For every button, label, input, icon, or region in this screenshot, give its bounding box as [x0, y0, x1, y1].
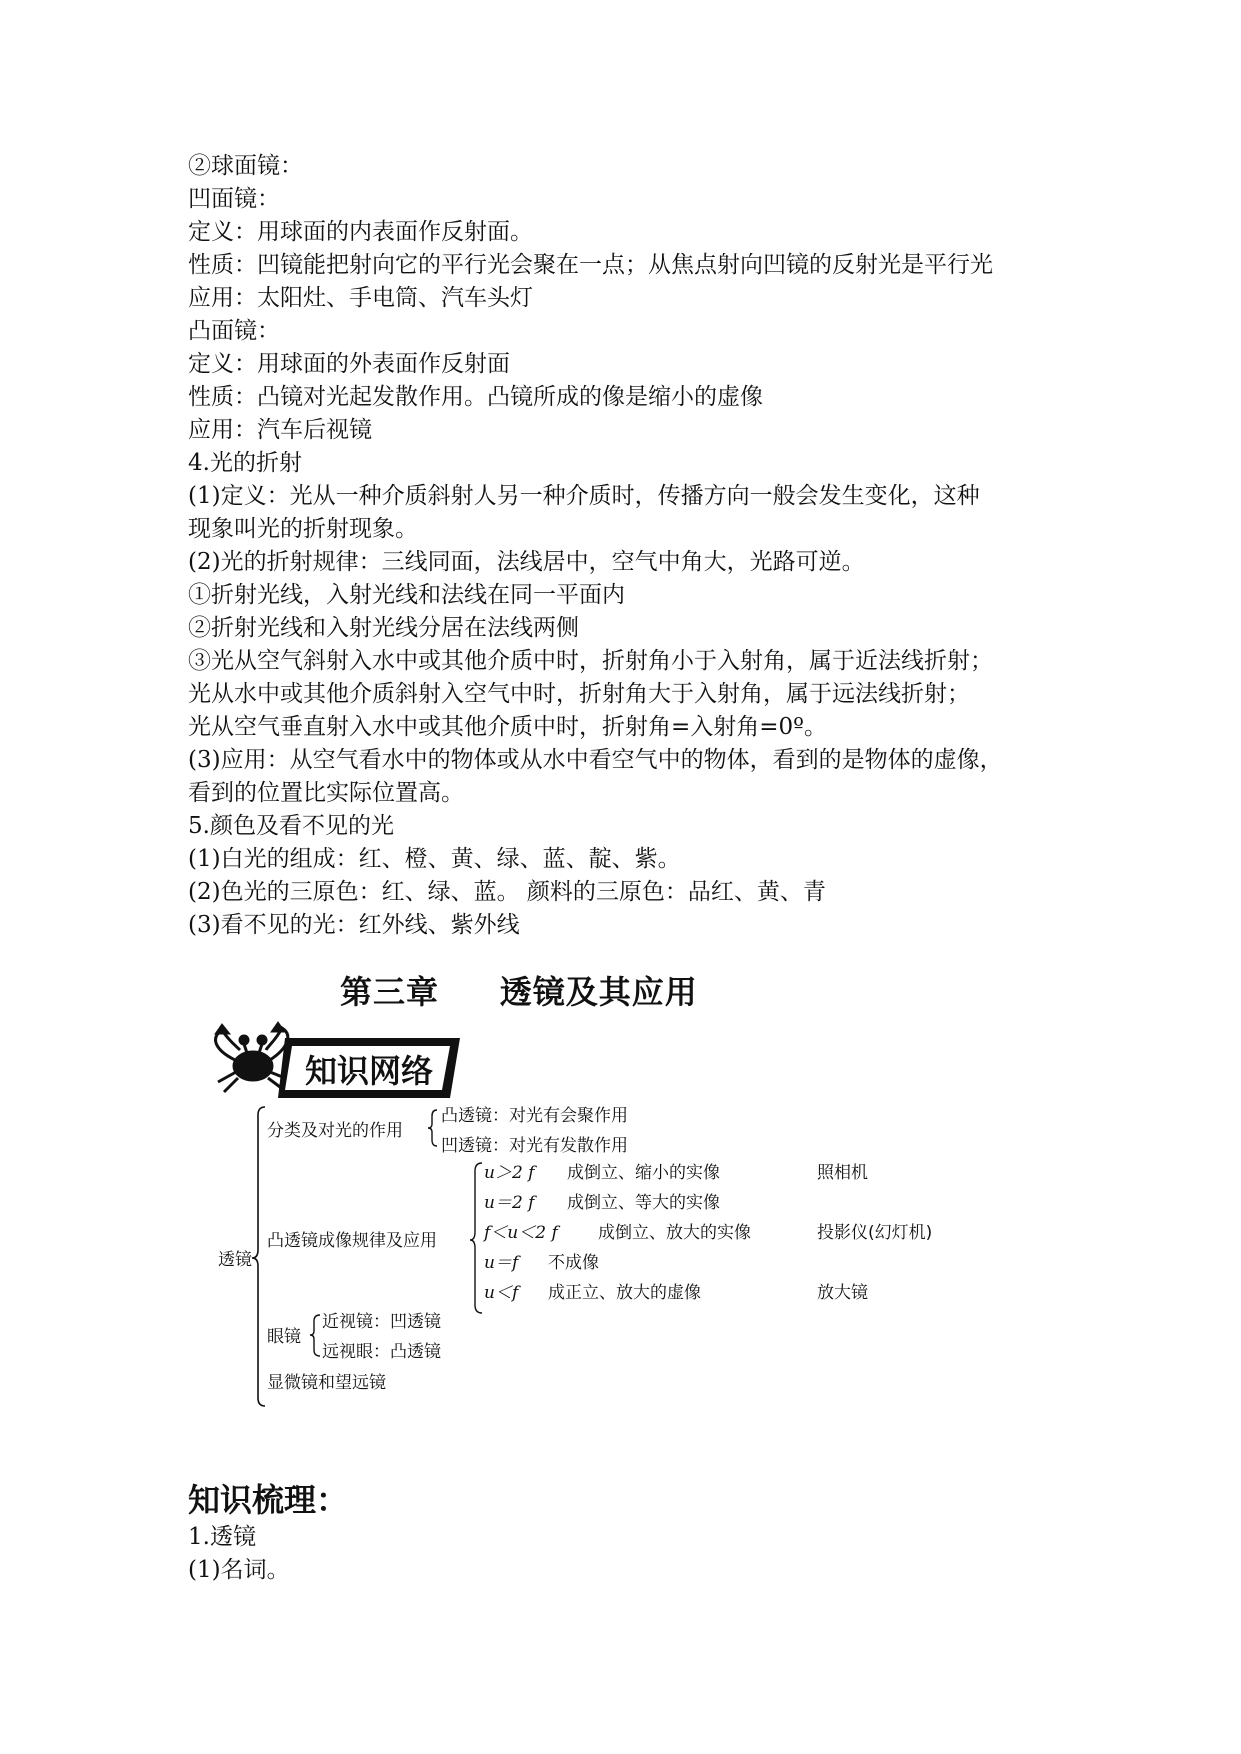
- condition-text: u＝f: [484, 1253, 519, 1273]
- branch-label: 显微镜和望远镜: [267, 1373, 386, 1393]
- branch-label: 分类及对光的作用: [267, 1121, 403, 1141]
- text-line: (1)白光的组成：红、橙、黄、绿、蓝、靛、紫。: [188, 846, 681, 872]
- section-heading: 知识梳理：: [188, 1481, 349, 1519]
- condition-text: u＜f: [484, 1283, 519, 1303]
- text-line: (1)定义：光从一种介质斜射人另一种介质时，传播方向一般会发生变化，这种: [188, 483, 980, 509]
- branch-item: 凸透镜：对光有会聚作用: [441, 1106, 628, 1126]
- condition-text: f＜u＜2 f: [484, 1223, 558, 1243]
- text-line: 光从空气垂直射入水中或其他介质中时，折射角=入射角=0º。: [188, 714, 827, 740]
- text-line: (2)色光的三原色：红、绿、蓝。 颜料的三原色：品红、黄、青: [188, 879, 826, 905]
- text-line: ③光从空气斜射入水中或其他介质中时，折射角小于入射角，属于近法线折射；: [188, 648, 993, 674]
- branch-item: 近视镜：凹透镜: [322, 1312, 441, 1332]
- text-line: (3)看不见的光：红外线、紫外线: [188, 912, 520, 938]
- badge-label: 知识网络: [305, 1052, 434, 1090]
- text-line: 1.透镜: [188, 1524, 256, 1550]
- brace: [310, 1315, 320, 1356]
- application-text: 照相机: [817, 1163, 868, 1183]
- brace: [428, 1110, 437, 1146]
- application-text: 放大镜: [817, 1283, 868, 1303]
- root-label: 透镜: [218, 1250, 252, 1270]
- text-line: 定义：用球面的外表面作反射面: [188, 351, 510, 377]
- text-line: 定义：用球面的内表面作反射面。: [188, 219, 533, 245]
- image-text: 成倒立、等大的实像: [567, 1193, 720, 1213]
- text-line: 5.颜色及看不见的光: [188, 813, 394, 839]
- text-line: (2)光的折射规律：三线同面，法线居中，空气中角大，光路可逆。: [188, 549, 865, 575]
- branch-label: 凸透镜成像规律及应用: [267, 1231, 437, 1251]
- chapter-title: 第三章 透镜及其应用: [340, 973, 698, 1011]
- text-line: 凹面镜：: [188, 186, 280, 212]
- application-text: 投影仪(幻灯机): [817, 1223, 933, 1243]
- knowledge-network-badge: [278, 1038, 460, 1098]
- text-line: ①折射光线，入射光线和法线在同一平面内: [188, 582, 625, 608]
- image-text: 成倒立、放大的实像: [598, 1223, 751, 1243]
- text-line: 光从水中或其他介质斜射入空气中时，折射角大于入射角，属于远法线折射；: [188, 681, 970, 707]
- text-line: 性质：凹镜能把射向它的平行光会聚在一点；从焦点射向凹镜的反射光是平行光: [188, 252, 993, 278]
- text-line: 性质：凸镜对光起发散作用。凸镜所成的像是缩小的虚像: [188, 384, 763, 410]
- text-line: 现象叫光的折射现象。: [188, 516, 418, 542]
- main-brace: [252, 1107, 265, 1406]
- branch-item: 凹透镜：对光有发散作用: [441, 1136, 628, 1156]
- condition-text: u＝2 f: [484, 1193, 535, 1213]
- image-text: 成正立、放大的虚像: [548, 1283, 701, 1303]
- crab-icon: [215, 1022, 290, 1092]
- text-line: 凸面镜：: [188, 318, 280, 344]
- text-line: 4.光的折射: [188, 450, 302, 476]
- branch-item: 远视眼：凸透镜: [322, 1342, 441, 1362]
- text-line: 看到的位置比实际位置高。: [188, 780, 464, 806]
- branch-label: 眼镜: [267, 1327, 301, 1347]
- text-line: (1)名词。: [188, 1557, 290, 1583]
- text-line: ②球面镜：: [188, 153, 303, 179]
- text-line: (3)应用：从空气看水中的物体或从水中看空气中的物体，看到的是物体的虚像，: [188, 747, 1003, 773]
- image-text: 成倒立、缩小的实像: [567, 1163, 720, 1183]
- text-line: ②折射光线和入射光线分居在法线两侧: [188, 615, 579, 641]
- condition-text: u＞2 f: [484, 1163, 535, 1183]
- brace: [470, 1163, 482, 1313]
- text-line: 应用：汽车后视镜: [188, 417, 372, 443]
- text-line: 应用：太阳灶、手电筒、汽车头灯: [188, 285, 533, 311]
- image-text: 不成像: [548, 1253, 599, 1273]
